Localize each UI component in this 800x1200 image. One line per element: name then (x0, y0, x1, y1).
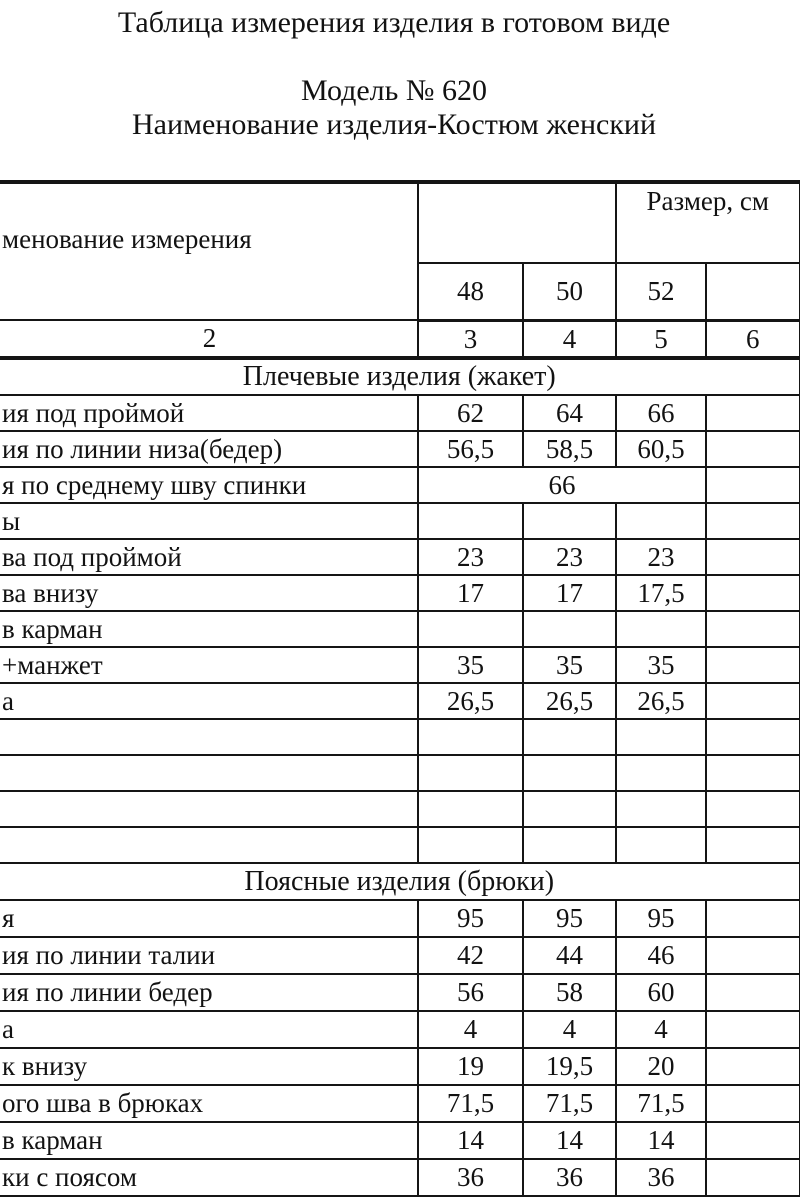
value-cell (706, 974, 800, 1011)
column-number-4: 4 (523, 320, 616, 358)
value-cell (706, 719, 800, 755)
product-name: Наименование изделия-Костюм женский (131, 108, 657, 141)
value-cell: 17,5 (616, 575, 706, 611)
measurement-name-cell: ия по линии бедер (0, 974, 418, 1011)
measurement-name-cell (0, 719, 418, 755)
value-cell: 4 (418, 1011, 523, 1048)
value-cell: 58 (523, 974, 616, 1011)
value-cell (706, 791, 800, 827)
value-cell (706, 827, 800, 863)
header-row-numbers (0, 320, 800, 358)
measurement-column-header: менование измерения (0, 182, 418, 320)
value-cell (418, 827, 523, 863)
size-header-50: 50 (523, 263, 616, 320)
value-cell (706, 937, 800, 974)
measurement-name-cell: я по среднему шву спинки (0, 467, 418, 503)
value-cell (616, 791, 706, 827)
value-cell (616, 719, 706, 755)
measurement-name-cell: а (0, 683, 418, 719)
table-row (0, 1085, 800, 1122)
value-cell: 58,5 (523, 431, 616, 467)
column-number-5: 5 (616, 320, 706, 358)
value-cell: 60 (616, 974, 706, 1011)
measurement-name-cell: ы (0, 503, 418, 539)
empty-header-cell (418, 182, 616, 263)
column-number-6: 6 (706, 320, 800, 358)
section-header-trousers: Поясные изделия (брюки) (0, 863, 800, 900)
value-cell (706, 575, 800, 611)
value-cell: 36 (418, 1159, 523, 1196)
value-cell (706, 1085, 800, 1122)
value-cell (523, 719, 616, 755)
value-cell: 95 (616, 900, 706, 937)
measurement-name-cell: ия под проймой (0, 395, 418, 431)
value-cell: 23 (418, 539, 523, 575)
value-cell (418, 503, 523, 539)
value-cell (706, 1048, 800, 1085)
value-cell (616, 503, 706, 539)
value-cell: 23 (523, 539, 616, 575)
value-cell: 60,5 (616, 431, 706, 467)
measurement-name-cell: ия по линии низа(бедер) (0, 431, 418, 467)
value-cell: 66 (616, 395, 706, 431)
measurement-name-cell: а (0, 1011, 418, 1048)
value-cell: 35 (523, 647, 616, 683)
table-row (0, 575, 800, 611)
value-cell (706, 683, 800, 719)
value-cell (706, 467, 800, 503)
value-cell (418, 791, 523, 827)
column-number-3: 3 (418, 320, 523, 358)
value-cell: 46 (616, 937, 706, 974)
table-row (0, 974, 800, 1011)
table-row-empty (0, 755, 800, 791)
size-header-48: 48 (418, 263, 523, 320)
value-cell (706, 755, 800, 791)
value-cell (616, 611, 706, 647)
value-cell (706, 611, 800, 647)
value-cell (616, 827, 706, 863)
value-cell: 4 (523, 1011, 616, 1048)
value-cell: 62 (418, 395, 523, 431)
section-row-trousers (0, 863, 800, 900)
table-row (0, 539, 800, 575)
value-cell (418, 755, 523, 791)
value-cell (418, 611, 523, 647)
value-cell (706, 900, 800, 937)
value-cell: 19 (418, 1048, 523, 1085)
value-cell (706, 647, 800, 683)
measurement-name-cell: в карман (0, 611, 418, 647)
value-cell: 20 (616, 1048, 706, 1085)
value-cell (706, 1159, 800, 1196)
table-row (0, 937, 800, 974)
size-group-header: Размер, см (616, 182, 800, 263)
value-cell: 95 (418, 900, 523, 937)
value-cell (616, 755, 706, 791)
value-cell (523, 827, 616, 863)
table-row-empty (0, 791, 800, 827)
measurement-name-cell: в карман (0, 1122, 418, 1159)
value-cell: 71,5 (523, 1085, 616, 1122)
measurement-name-cell: к внизу (0, 1048, 418, 1085)
value-cell: 35 (616, 647, 706, 683)
table-row (0, 683, 800, 719)
value-cell: 26,5 (616, 683, 706, 719)
table-row (0, 611, 800, 647)
value-cell: 71,5 (418, 1085, 523, 1122)
value-cell: 95 (523, 900, 616, 937)
value-cell (706, 539, 800, 575)
value-cell: 42 (418, 937, 523, 974)
value-cell: 71,5 (616, 1085, 706, 1122)
value-cell (706, 395, 800, 431)
value-cell: 35 (418, 647, 523, 683)
value-cell: 44 (523, 937, 616, 974)
value-cell: 26,5 (418, 683, 523, 719)
value-cell (706, 431, 800, 467)
value-cell: 19,5 (523, 1048, 616, 1085)
value-cell: 56 (418, 974, 523, 1011)
value-cell: 14 (616, 1122, 706, 1159)
table-row (0, 395, 800, 431)
value-cell (418, 719, 523, 755)
measurement-name-cell: я (0, 900, 418, 937)
table-row (0, 431, 800, 467)
measurement-name-cell: ого шва в брюках (0, 1085, 418, 1122)
table-row (0, 503, 800, 539)
section-header-jacket: Плечевые изделия (жакет) (0, 358, 800, 395)
value-cell: 26,5 (523, 683, 616, 719)
value-cell (706, 1122, 800, 1159)
value-cell (706, 503, 800, 539)
value-cell: 23 (616, 539, 706, 575)
table-row-empty (0, 827, 800, 863)
table-row (0, 1011, 800, 1048)
measurement-name-cell: ки с поясом (0, 1159, 418, 1196)
measurement-table (0, 180, 800, 1197)
merged-value-cell: 66 (418, 467, 706, 503)
value-cell: 14 (523, 1122, 616, 1159)
value-cell (523, 503, 616, 539)
value-cell: 17 (418, 575, 523, 611)
measurement-name-cell: +манжет (0, 647, 418, 683)
value-cell: 36 (616, 1159, 706, 1196)
measurement-name-cell (0, 791, 418, 827)
column-number-2: 2 (0, 320, 418, 358)
value-cell (523, 611, 616, 647)
table-row (0, 1159, 800, 1196)
table-row-empty (0, 719, 800, 755)
document-title: Таблица измерения изделия в готовом виде (117, 6, 671, 39)
measurement-name-cell: ва под проймой (0, 539, 418, 575)
table-row (0, 1122, 800, 1159)
model-number: Модель № 620 (301, 74, 487, 107)
value-cell: 17 (523, 575, 616, 611)
table-row-merged (0, 467, 800, 503)
section-row-jacket (0, 358, 800, 395)
value-cell: 64 (523, 395, 616, 431)
value-cell: 56,5 (418, 431, 523, 467)
table-row (0, 900, 800, 937)
measurement-name-cell (0, 827, 418, 863)
value-cell (706, 1011, 800, 1048)
size-header-empty (706, 263, 800, 320)
value-cell: 36 (523, 1159, 616, 1196)
measurement-name-cell (0, 755, 418, 791)
measurement-name-cell: ва внизу (0, 575, 418, 611)
table-row (0, 1048, 800, 1085)
value-cell (523, 791, 616, 827)
table-row (0, 647, 800, 683)
value-cell: 4 (616, 1011, 706, 1048)
measurement-name-cell: ия по линии талии (0, 937, 418, 974)
value-cell (523, 755, 616, 791)
header-row-top (0, 182, 800, 263)
size-header-52: 52 (616, 263, 706, 320)
value-cell: 14 (418, 1122, 523, 1159)
